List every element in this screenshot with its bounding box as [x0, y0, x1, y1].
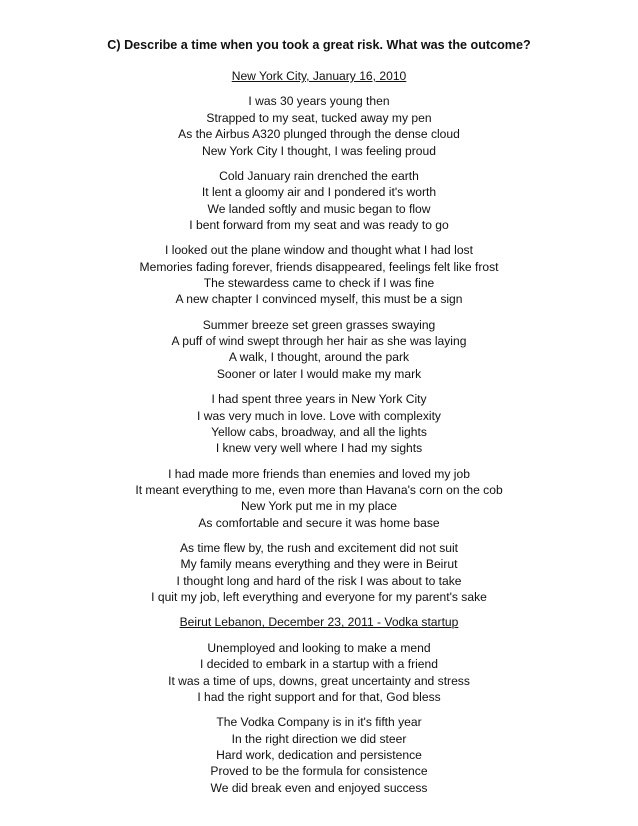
poem-line: I bent forward from my seat and was ready to go	[189, 218, 449, 233]
stanza	[0, 168, 638, 234]
poem-part-new-york	[0, 93, 638, 605]
poem-line: In the right direction we did steer	[231, 731, 407, 746]
poem-line: I knew very well where I had my sights	[215, 441, 423, 456]
stanza	[0, 714, 638, 796]
poem-line: I looked out the plane window and thought what I had lost	[165, 243, 473, 258]
poem-line: New York City I thought, I was feeling proud	[202, 143, 436, 158]
poem-line: It lent a gloomy air and I pondered it's worth	[201, 185, 437, 200]
poem-line: Unemployed and looking to make a mend	[207, 640, 431, 655]
stanza	[0, 540, 638, 606]
poem-part-beirut	[0, 640, 638, 796]
poem-line: As comfortable and secure it was home base	[198, 515, 440, 530]
poem-line: We did break even and enjoyed success	[210, 780, 428, 795]
stanza	[0, 391, 638, 457]
poem	[0, 68, 638, 805]
poem-line: Sooner or later I would make my mark	[216, 366, 422, 381]
stanza	[0, 466, 638, 532]
poem-line: Cold January rain drenched the earth	[219, 168, 419, 183]
poem-line: I had made more friends than enemies and loved my job	[168, 466, 470, 481]
poem-line: Yellow cabs, broadway, and all the lights	[211, 424, 427, 439]
poem-line: A new chapter I convinced myself, this must be a sign	[175, 292, 463, 307]
poem-line: It meant everything to me, even more than Havana's corn on the cob	[135, 482, 503, 497]
poem-line: I was 30 years young then	[248, 94, 390, 109]
poem-line: New York put me in my place	[241, 499, 397, 514]
question-heading: C) Describe a time when you took a great risk. What was the outcome?	[107, 38, 531, 52]
section-heading-beirut: Beirut Lebanon, December 23, 2011 - Vodka startup	[179, 615, 459, 630]
stanza	[0, 242, 638, 308]
poem-line: I thought long and hard of the risk I was about to take	[176, 573, 462, 588]
poem-line: As time flew by, the rush and excitement did not suit	[179, 540, 459, 555]
poem-line: A walk, I thought, around the park	[228, 350, 410, 365]
poem-line: I had spent three years in New York City	[211, 392, 427, 407]
stanza	[0, 640, 638, 706]
stanza	[0, 317, 638, 383]
poem-line: I was very much in love. Love with complexity	[197, 408, 441, 423]
poem-line: I decided to embark in a startup with a friend	[200, 657, 438, 672]
poem-line: The Vodka Company is in it's fifth year	[216, 715, 422, 730]
poem-line: We landed softly and music began to flow	[207, 201, 431, 216]
section-heading-new-york: New York City, January 16, 2010	[231, 69, 407, 83]
poem-line: I quit my job, left everything and everyone for my parent's sake	[151, 590, 487, 605]
poem-line: My family means everything and they were in Beirut	[180, 557, 458, 572]
poem-line: A puff of wind swept through her hair as she was laying	[171, 334, 467, 349]
poem-line: Summer breeze set green grasses swaying	[202, 317, 436, 332]
poem-line: Memories fading forever, friends disappeared, feelings felt like frost	[139, 259, 499, 274]
poem-line: Hard work, dedication and persistence	[216, 748, 422, 762]
poem-line: Proved to be the formula for consistence	[210, 764, 428, 779]
poem-line: As the Airbus A320 plunged through the dense cloud	[178, 127, 460, 142]
poem-line: The stewardess came to check if I was fine	[203, 276, 435, 291]
poem-line: Strapped to my seat, tucked away my pen	[206, 110, 432, 125]
poem-line: It was a time of ups, downs, great uncertainty and stress	[168, 673, 470, 688]
stanza	[0, 93, 638, 159]
poem-line: I had the right support and for that, God bless	[197, 689, 441, 704]
